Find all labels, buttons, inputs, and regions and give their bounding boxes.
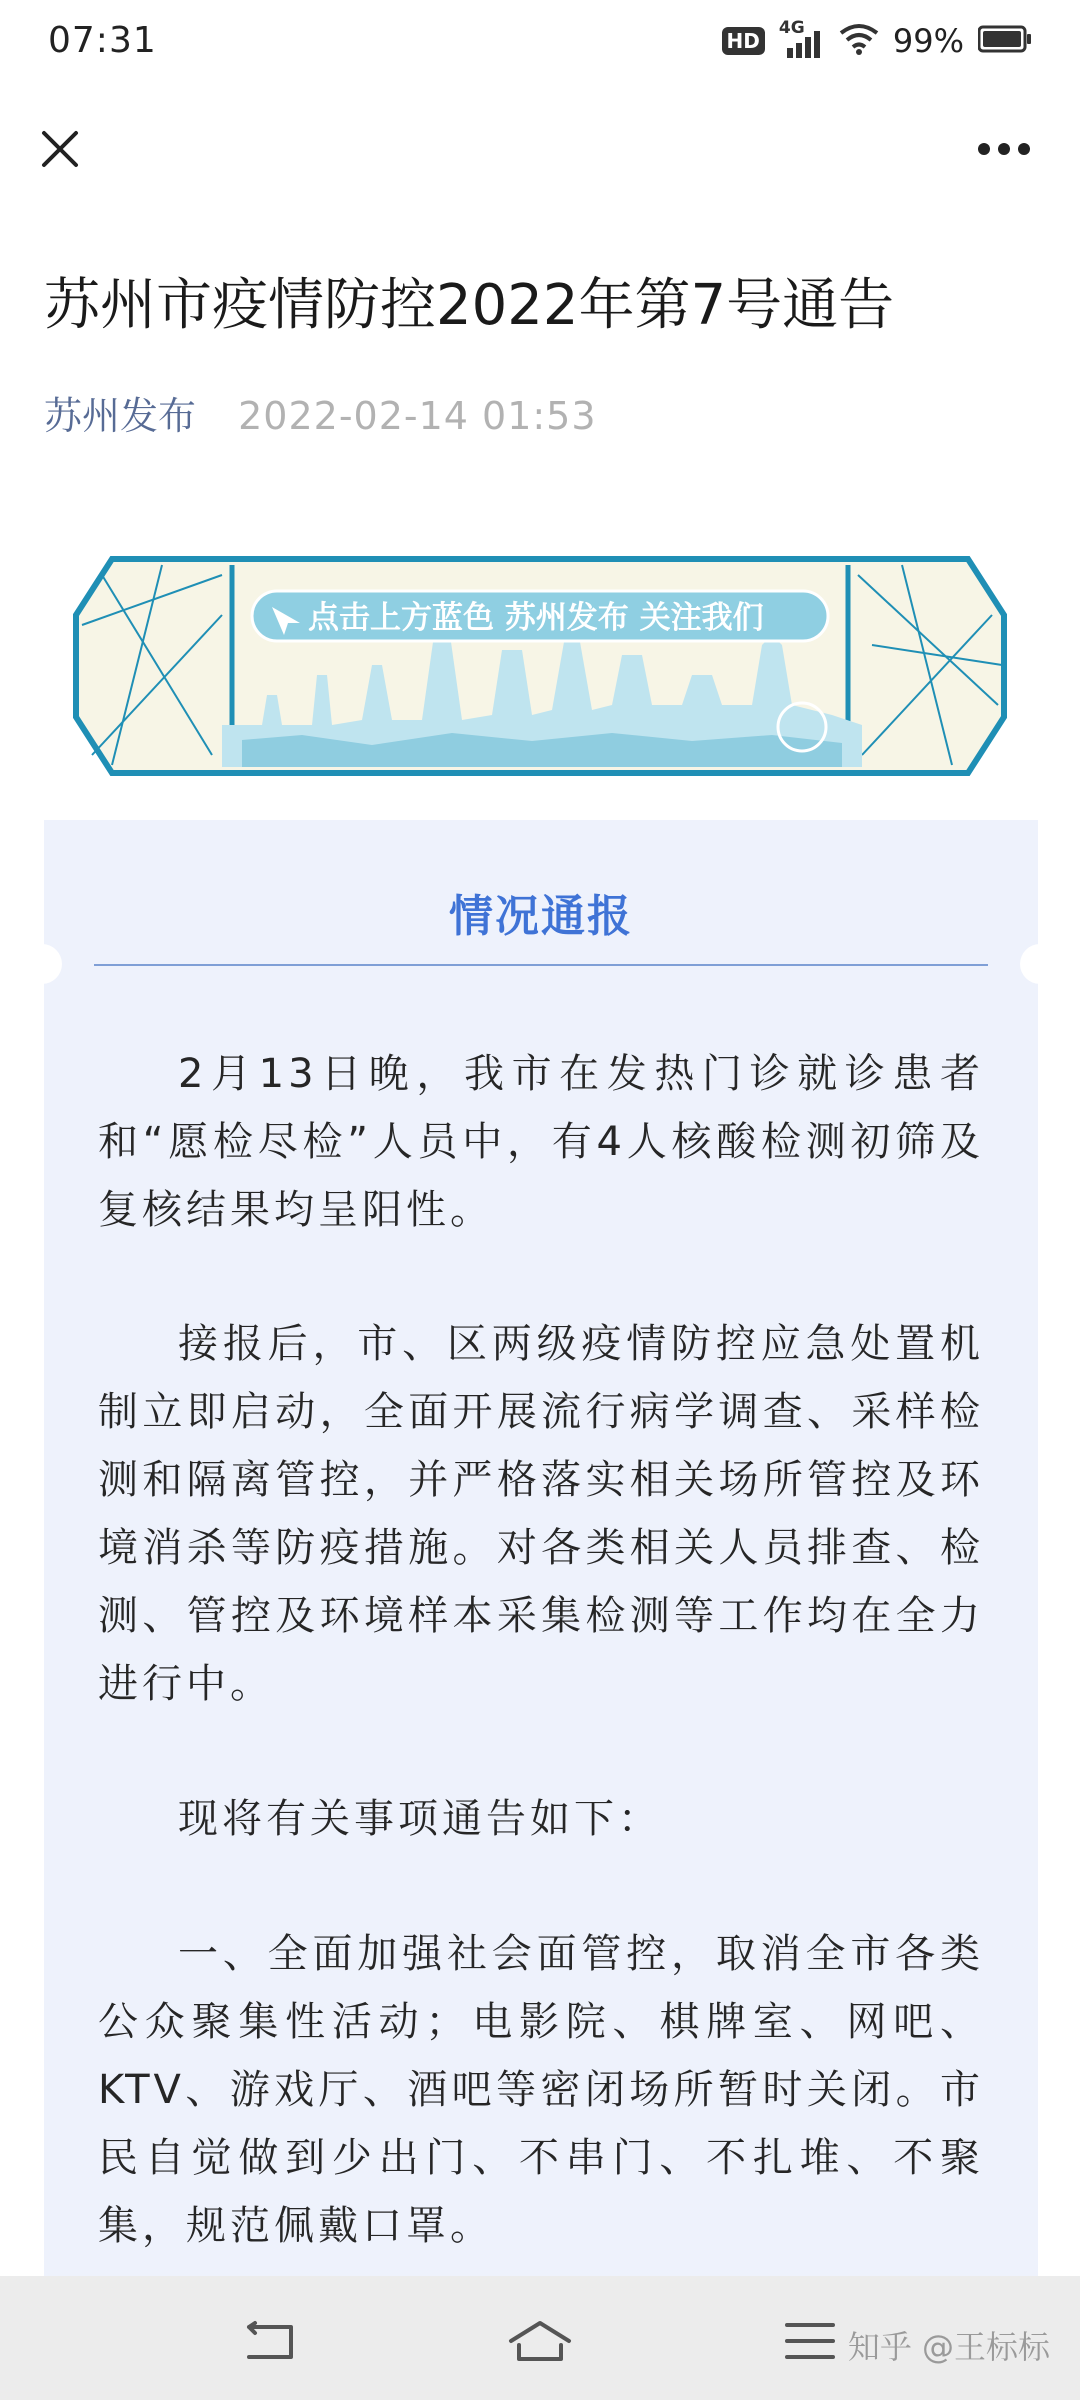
bottom-nav (0, 2276, 1080, 2400)
banner-text: 点击上方蓝色 苏州发布 关注我们 (308, 600, 764, 636)
article-title: 苏州市疫情防控2022年第7号通告 (44, 273, 895, 338)
close-button[interactable] (28, 117, 92, 181)
network-type: 4G (778, 18, 805, 38)
battery-percent: 99% (892, 22, 964, 60)
status-icons (722, 18, 1032, 60)
card-notch-right (1020, 944, 1060, 984)
home-icon (507, 2319, 573, 2363)
close-icon (40, 129, 80, 169)
card-notch-left (22, 944, 62, 984)
nav-bar (0, 95, 1080, 205)
back-button[interactable] (230, 2306, 310, 2376)
paragraph: 现将有关事项通告如下： (178, 1796, 662, 1842)
battery-icon (978, 25, 1032, 57)
status-time: 07:31 (48, 20, 157, 61)
menu-icon (783, 2319, 837, 2363)
menu-button[interactable] (770, 2306, 850, 2376)
publish-date: 2022-02-14 01:53 (238, 394, 597, 438)
paragraph: 一、全面加强社会面管控，取消全市各类公众聚集性活动；电影院、棋牌室、网吧、KTV、游戏厅、酒吧等密闭场所暂时关闭。市民自觉做到少出门、不串门、不扎堆、不聚集，规范佩戴口罩。 (98, 1931, 984, 2249)
article-meta (44, 388, 597, 444)
follow-banner[interactable] (72, 555, 1008, 777)
paragraph: 接报后，市、区两级疫情防控应急处置机制立即启动，全面开展流行病学调查、采样检测和隔离管控，并严格落实相关场所管控及环境消杀等防疫措施。对各类相关人员排查、检测、管控及环境样本采集检测等工作均在全力进行中。 (98, 1321, 984, 1707)
paragraph: 2月13日晚，我市在发热门诊就诊患者和“愿检尽检”人员中，有4人核酸检测初筛及复核结果均呈阳性。 (98, 1051, 984, 1233)
notice-card (44, 820, 1038, 2280)
more-button[interactable] (964, 117, 1044, 181)
notice-heading: 情况通报 (449, 891, 633, 942)
hd-badge: HD (722, 27, 765, 55)
status-bar (0, 0, 1080, 84)
zhihu-watermark: 知乎 @王标标 (847, 2328, 1050, 2366)
wifi-icon (839, 23, 879, 59)
author-link[interactable]: 苏州发布 (44, 394, 197, 438)
back-icon (243, 2319, 297, 2363)
heading-divider (94, 964, 988, 966)
signal-icon (778, 18, 825, 58)
more-icon (977, 142, 1031, 156)
banner-graphic (72, 555, 1008, 777)
home-button[interactable] (500, 2306, 580, 2376)
